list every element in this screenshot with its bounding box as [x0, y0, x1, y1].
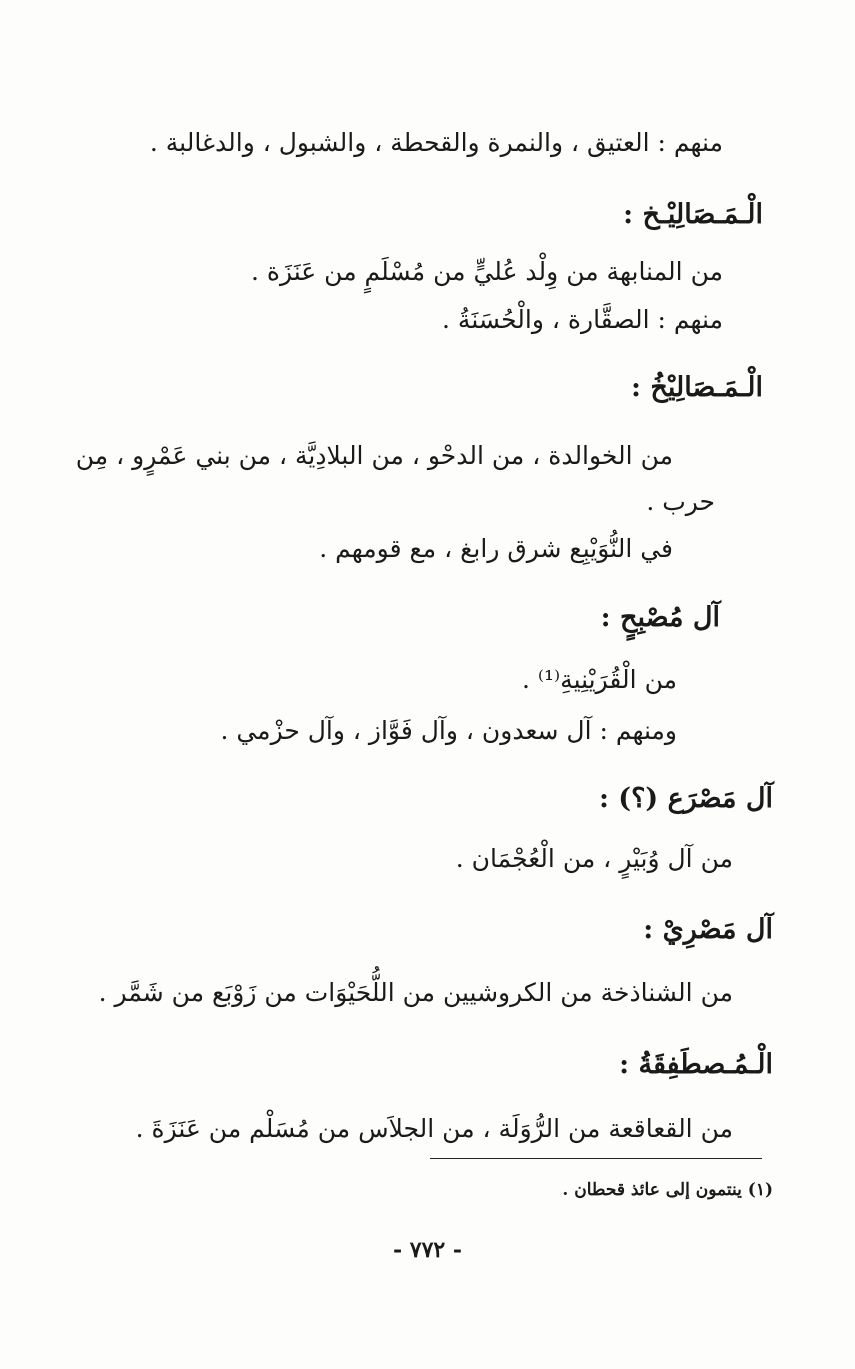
footnote-separator [430, 1158, 762, 1159]
section-heading: الْـمَـصَالِيْـخ : [623, 199, 763, 230]
section-heading: آل مَصْرِيْ : [643, 914, 773, 945]
section-heading: الْـمُـصطَفِقَةُ : [619, 1049, 773, 1080]
text-line: من آل وُبَيْرٍ ، من الْعُجْمَان . [455, 844, 733, 873]
text-line: حرب . [646, 487, 715, 516]
footnote: (١) ينتمون إلى عائذ قحطان . [562, 1180, 773, 1200]
text-line: ومنهم : آل سعدون ، وآل فَوَّاز ، وآل حزْمي . [220, 716, 677, 745]
text-line: منهم : العتيق ، والنمرة والقحطة ، والشبول ، والدغالبة . [149, 128, 723, 157]
page-number: - ٧٧٢ - [392, 1237, 463, 1263]
section-heading: آل مَصْرَع (؟) : [598, 783, 773, 814]
text-line: من الشناذخة من الكروشيين من اللُّحَيْوَات من زَوْبَع من شَمَّر . [98, 978, 733, 1007]
text-line: منهم : الصقَّارة ، والْحُسَنَةُ . [442, 305, 723, 334]
text-line: من المنابهة من وِلْد عُليٍّ من مُسْلَمٍ من عَنَزَة . [250, 257, 723, 286]
text-line: من القعاقعة من الرُّوَلَة ، من الجلاَس من مُسَلْم من عَنَزَةَ . [135, 1114, 733, 1143]
section-heading: آل مُصْبِحٍ : [600, 602, 720, 633]
text-line: من الخوالدة ، من الدحْو ، من البلادِيَّة ، من بني عَمْرٍو ، مِن [75, 441, 673, 470]
text-line: من الْقُرَيْنِيةِ⁽¹⁾ . [521, 665, 677, 694]
section-heading: الْـمَـصَالِيْخُ : [631, 372, 763, 403]
text-line: في النُّوَيْبِع شرق رابغ ، مع قومهم . [319, 534, 673, 563]
